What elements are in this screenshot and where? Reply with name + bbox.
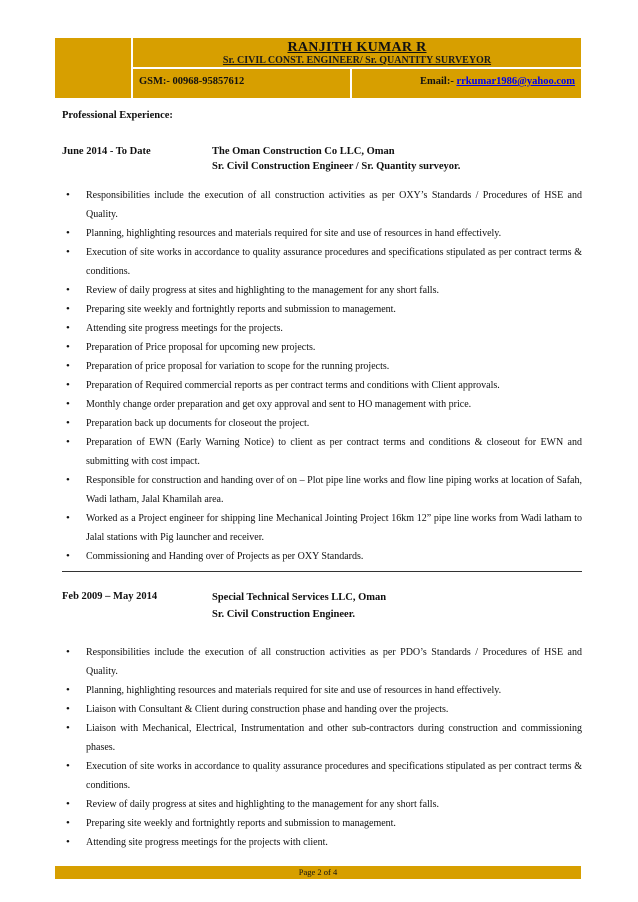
- list-item: • Responsibilities include the execution of all construction activities as per OXY’s Standards / Procedures of HSE and Quality.: [62, 186, 582, 224]
- resume-header: [55, 38, 581, 98]
- header-title-block: [133, 38, 581, 67]
- list-item: • Responsibilities include the execution of all construction activities as per PDO’s Standards / Procedures of HSE and Quality.: [62, 643, 582, 681]
- list-item: • Preparation of Required commercial reports as per contract terms and conditions with Client approvals.: [62, 376, 582, 395]
- section-divider: [62, 571, 582, 572]
- job-bullets: [62, 643, 582, 852]
- job-header: [62, 144, 582, 176]
- list-item: • Preparation of price proposal for variation to scope for the running projects.: [62, 357, 582, 376]
- list-item: • Planning, highlighting resources and materials required for site and use of resources in hand effectively.: [62, 224, 582, 243]
- job-date: June 2014 - To Date: [62, 146, 151, 157]
- list-item: • Attending site progress meetings for the projects.: [62, 319, 582, 338]
- list-item: • Commissioning and Handing over of Projects as per OXY Standards.: [62, 547, 582, 566]
- phone-number: GSM:- 00968-95857612: [133, 69, 352, 98]
- email-cell: [352, 69, 581, 98]
- list-item: • Preparing site weekly and fortnightly reports and submission to management.: [62, 300, 582, 319]
- job-bullets: [62, 186, 582, 566]
- email-link[interactable]: rrkumar1986@yahoo.com: [456, 76, 575, 87]
- list-item: • Worked as a Project engineer for shipping line Mechanical Jointing Project 16km 12” pipe line works from Wadi latham to Jalal stations with Pig launcher and receiver.: [62, 509, 582, 547]
- job-title: Sr. Civil Construction Engineer.: [212, 609, 356, 620]
- list-item: • Responsible for construction and handing over of on – Plot pipe line works and flow line piping works at location of Safah, Wadi latham, Jalal Khamilah area.: [62, 471, 582, 509]
- list-item: • Preparing site weekly and fortnightly reports and submission to management.: [62, 814, 582, 833]
- job-company: Special Technical Services LLC, Oman: [212, 592, 387, 603]
- header-contact-row: [133, 67, 581, 98]
- job-info: [212, 589, 386, 623]
- list-item: • Review of daily progress at sites and highlighting to the management for any short falls.: [62, 795, 582, 814]
- header-side-block: [55, 38, 133, 98]
- list-item: • Monthly change order preparation and get oxy approval and sent to HO management with price.: [62, 395, 582, 414]
- list-item: • Execution of site works in accordance to quality assurance procedures and specifications stipulated as per contract terms & conditions.: [62, 757, 582, 795]
- email-label: Email:-: [420, 76, 457, 87]
- candidate-name: RANJITH KUMAR R: [287, 40, 427, 55]
- list-item: • Preparation of EWN (Early Warning Notice) to client as per contract terms and conditions & closeout for EWN and submitting with cost impact.: [62, 433, 582, 471]
- list-item: • Preparation of Price proposal for upcoming new projects.: [62, 338, 582, 357]
- list-item: • Preparation back up documents for closeout the project.: [62, 414, 582, 433]
- job-company: The Oman Construction Co LLC, Oman: [212, 146, 395, 157]
- candidate-role: Sr. CIVIL CONST. ENGINEER/ Sr. QUANTITY SURVEYOR: [222, 55, 492, 66]
- job-info: [212, 144, 460, 174]
- list-item: • Execution of site works in accordance to quality assurance procedures and specifications stipulated as per contract terms & conditions.: [62, 243, 582, 281]
- list-item: • Attending site progress meetings for the projects with client.: [62, 833, 582, 852]
- list-item: • Liaison with Consultant & Client during construction phase and handing over the projects.: [62, 700, 582, 719]
- list-item: • Planning, highlighting resources and materials required for site and use of resources in hand effectively.: [62, 681, 582, 700]
- list-item: • Review of daily progress at sites and highlighting to the management for any short falls.: [62, 281, 582, 300]
- section-title: Professional Experience:: [62, 110, 173, 121]
- job-title: Sr. Civil Construction Engineer / Sr. Quantity surveyor.: [212, 161, 461, 172]
- job-date: Feb 2009 – May 2014: [62, 591, 158, 602]
- page-footer: Page 2 of 4: [55, 866, 581, 879]
- header-main: [133, 38, 581, 98]
- job-header: [62, 589, 582, 625]
- list-item: • Liaison with Mechanical, Electrical, Instrumentation and other sub-contractors during construction and commissioning phases.: [62, 719, 582, 757]
